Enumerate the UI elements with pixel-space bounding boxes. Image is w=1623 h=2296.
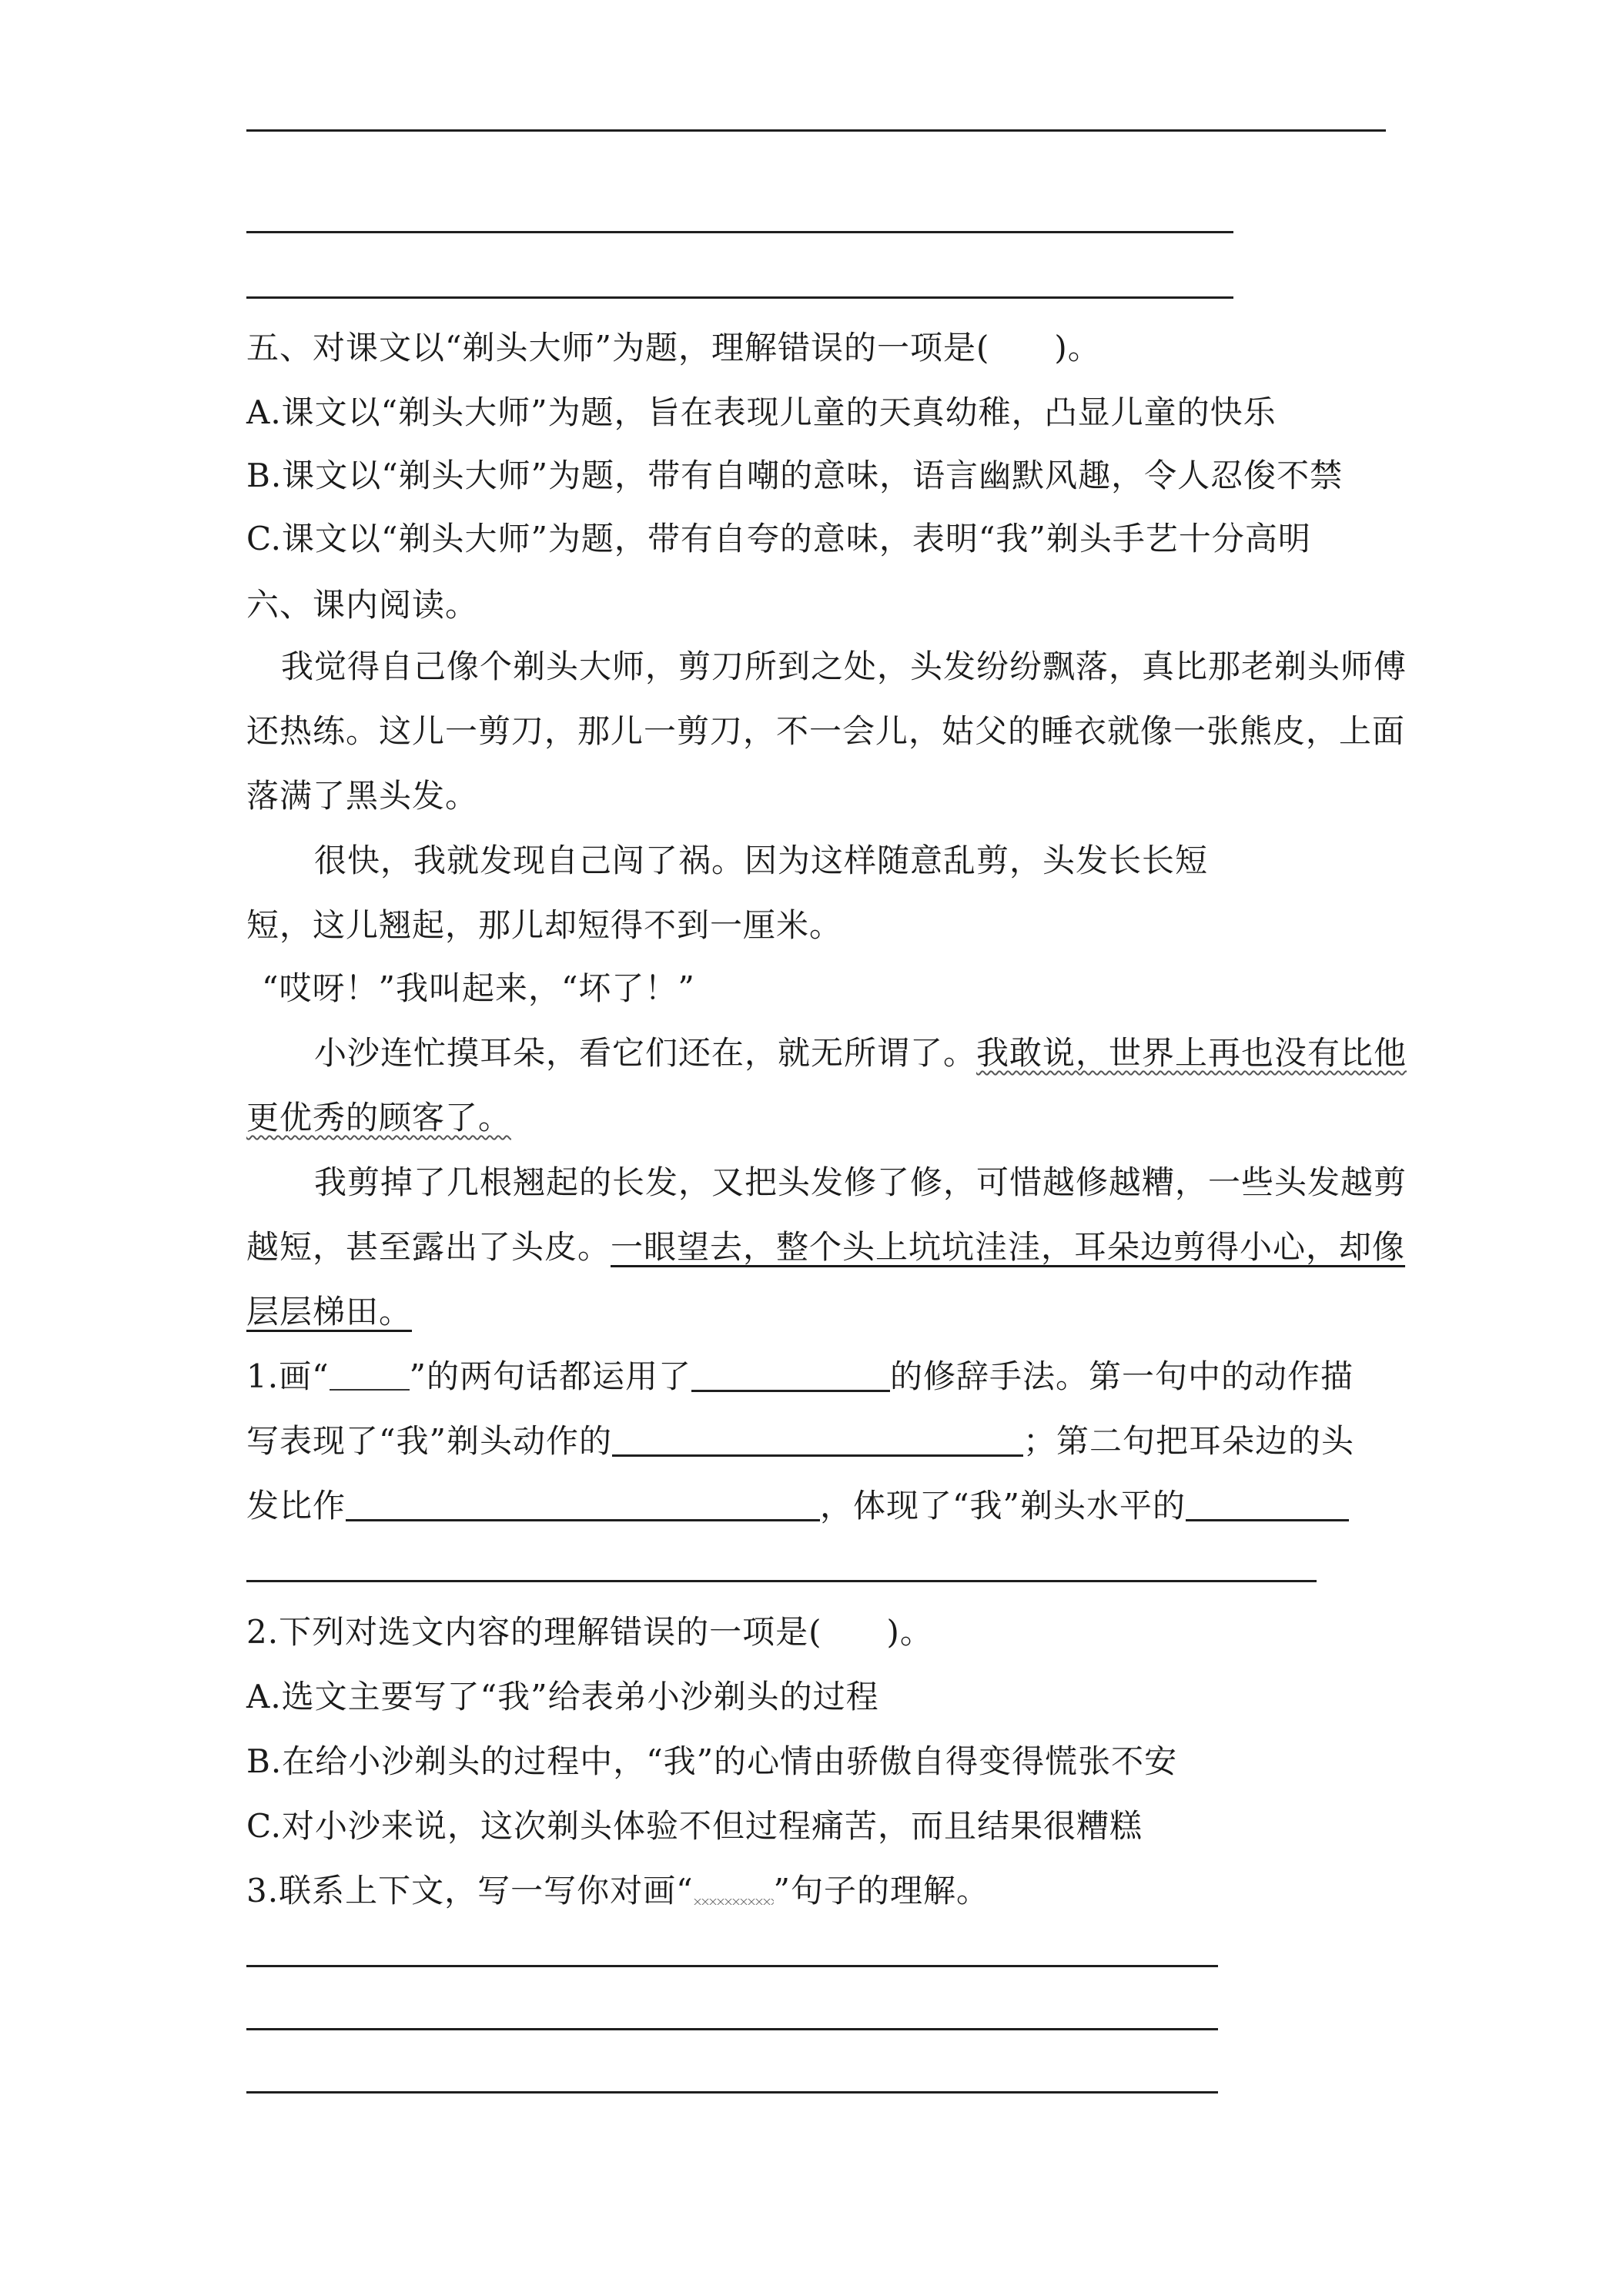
sub1-line2	[246, 1420, 1354, 1463]
sub2-heading-end: )。	[886, 1613, 933, 1651]
q5-heading-text: 五、对课文以“剃头大师”为题，理解错误的一项是(	[246, 329, 990, 366]
underline-sample-mark	[330, 1361, 410, 1391]
wavy-underlined-sentence: 更优秀的顾客了。	[246, 1099, 512, 1136]
sub2-option-b: B.在给小沙剃头的过程中，“我”的心情由骄傲自得变得慌张不安	[246, 1742, 1178, 1780]
underlined-sentence: 层层梯田。	[246, 1293, 413, 1330]
sub1-text: 的修辞手法。第一句中的动作描	[890, 1357, 1354, 1395]
fill-blank-level[interactable]	[1186, 1488, 1349, 1521]
q5-heading	[246, 326, 1101, 370]
sub3-text: 3.联系上下文，写一写你对画“	[246, 1872, 694, 1909]
passage-line	[246, 1096, 511, 1140]
fill-blank-rhetoric[interactable]	[691, 1359, 890, 1392]
sub1-text: ”的两句话都运用了	[409, 1357, 692, 1395]
sub1-text: 写表现了“我”剃头动作的	[246, 1422, 612, 1460]
answer-line	[246, 296, 1233, 299]
sub2-heading-text: 2.下列对选文内容的理解错误的一项是(	[246, 1613, 822, 1651]
answer-line[interactable]	[246, 2091, 1218, 2094]
answer-line	[246, 231, 1233, 233]
passage-line	[246, 1226, 1405, 1269]
q5-option-a: A.课文以“剃头大师”为题，旨在表现儿童的天真幼稚，凸显儿童的快乐	[246, 393, 1277, 431]
passage-line: 短，这儿翘起，那儿却短得不到一厘米。	[246, 906, 843, 944]
answer-line	[246, 129, 1386, 132]
sub2-option-a: A.选文主要写了“我”给表弟小沙剃头的过程	[246, 1678, 879, 1715]
q5-option-b: B.课文以“剃头大师”为题，带有自嘲的意味，语言幽默风趣，令人忍俊不禁	[246, 457, 1344, 494]
passage-text: 小沙连忙摸耳朵，看它们还在，就无所谓了。	[314, 1034, 977, 1072]
passage-line	[246, 1290, 412, 1334]
wavy-underlined-sentence: 我敢说，世界上再也没有比他	[976, 1034, 1407, 1072]
passage-line	[314, 1032, 1407, 1075]
passage-line: 我剪掉了几根翘起的长发，又把头发修了修，可惜越修越糟，一些头发越剪	[314, 1163, 1407, 1201]
sub3-text: ”句子的理解。	[773, 1872, 990, 1909]
sub2-heading	[246, 1611, 933, 1654]
sub1-text: ，体现了“我”剃头水平的	[820, 1487, 1186, 1525]
sub2-option-c: C.对小沙来说，这次剃头体验不但过程痛苦，而且结果很糟糕	[246, 1807, 1143, 1845]
passage-line: 很快，我就发现自己闯了祸。因为这样随意乱剪，头发长长短	[314, 842, 1209, 879]
sub1-text: 1.画“	[246, 1357, 330, 1395]
q6-heading: 六、课内阅读。	[246, 586, 479, 624]
sub1-line1	[246, 1355, 1354, 1398]
passage-line: “哎呀！”我叫起来，“坏了！”	[262, 969, 695, 1007]
fill-blank-action[interactable]	[612, 1424, 1023, 1457]
answer-line[interactable]	[246, 1965, 1218, 1967]
passage-text: 越短，甚至露出了头皮。	[246, 1228, 611, 1266]
underlined-sentence: 一眼望去，整个头上坑坑洼洼，耳朵边剪得小心，却像	[611, 1228, 1406, 1266]
sub3-heading	[246, 1869, 989, 1913]
q5-option-c: C.课文以“剃头大师”为题，带有自夸的意味，表明“我”剃头手艺十分高明	[246, 520, 1311, 557]
passage-line: 还热练。这儿一剪刀，那儿一剪刀，不一会儿，姑父的睡衣就像一张熊皮，上面	[246, 712, 1406, 750]
sub1-text: 发比作	[246, 1487, 346, 1525]
fill-blank-compare[interactable]	[346, 1488, 820, 1521]
sub1-line3	[246, 1484, 1349, 1528]
answer-line[interactable]	[246, 1580, 1317, 1582]
q5-heading-end: )。	[1054, 329, 1101, 366]
wavy-sample-mark	[694, 1877, 774, 1905]
passage-line: 落满了黑头发。	[246, 777, 479, 815]
passage-line: 我觉得自己像个剃头大师，剪刀所到之处，头发纷纷飘落，真比那老剃头师傅	[281, 648, 1407, 685]
answer-line[interactable]	[246, 2028, 1218, 2030]
sub1-text: ；第二句把耳朵边的头	[1022, 1422, 1354, 1460]
